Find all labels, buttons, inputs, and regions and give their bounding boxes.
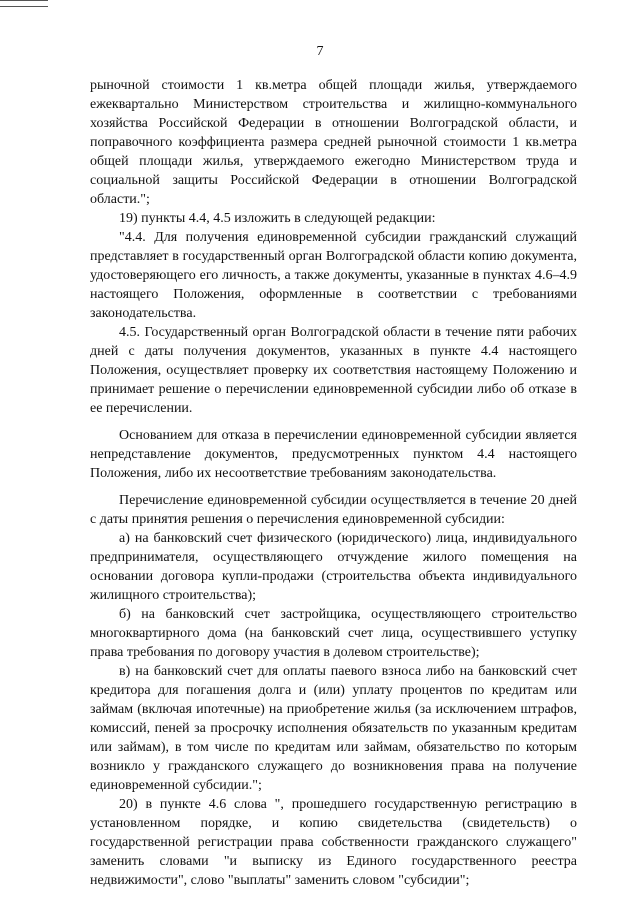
page-number: 7 [316,44,324,59]
document-body [90,76,577,890]
paragraph-continuation: рыночной стоимости 1 кв.метра общей площади жилья, утверждаемого ежеквартально Министерством строительства и жилищно-коммунального хозяйства Российской Федерации в отношении Волгоградской области, и поправочного коэффициента размера средней рыночной стоимости 1 кв.метра общей площади жилья, утверждаемого ежегодно Министерством труда и социальной защиты Российской Федерации в отношении Волгоградской области."; [90,78,577,207]
paragraph-item-20: 20) в пункте 4.6 слова ", прошедшего государственную регистрацию в установленном порядке, и копию свидетельства (свидетельств) о государственной регистрации права собственности гражданского служащего" заменить словами "и выписку из Единого государственного реестра недвижимости", слово "выплаты" заменить словом "субсидии"; [90,797,577,888]
paragraph-subitem-b: б) на банковский счет застройщика, осуществляющего строительство многоквартирного дома (на банковский счет лица, осуществившего уступку права требования по договору участия в долевом строительстве); [90,607,577,660]
scan-corner-mark [0,0,48,7]
paragraph-refusal-grounds: Основанием для отказа в перечислении единовременной субсидии является непредставление документов, предусмотренных пунктом 4.4 настоящего Положения, либо их несоответствие требованиям законодательства. [90,428,577,481]
paragraph-subitem-v: в) на банковский счет для оплаты паевого взноса либо на банковский счет кредитора для погашения долга и (или) уплату процентов по кредитам или займам (включая ипотечные) на приобретение жилья (за исключением штрафов, комиссий, пеней за просрочку исполнения обязательств по указанным кредитам или займам), в том числе по кредитам или займам, обязательство по которым возникло у гражданского служащего до возникновения права на получение единовременной субсидии."; [90,664,577,793]
paragraph-clause-4-4: "4.4. Для получения единовременной субсидии гражданский служащий представляет в государственный орган Волгоградской области копию документа, удостоверяющего его личность, а также документы, указанные в пунктах 4.6–4.9 настоящего Положения, оформленные в соответствии с требованиями законодательства. [90,230,577,321]
paragraph-item-19: 19) пункты 4.4, 4.5 изложить в следующей редакции: [119,211,436,226]
paragraph-clause-4-5: 4.5. Государственный орган Волгоградской области в течение пяти рабочих дней с даты получения документов, указанных в пункте 4.4 настоящего Положения, осуществляет проверку их соответствия настоящему Положению и принимает решение о перечислении единовременной субсидии либо об отказе в ее перечислении. [90,325,577,416]
paragraph-transfer-terms: Перечисление единовременной субсидии осуществляется в течение 20 дней с даты принятия решения о перечисления единовременной субсидии: [90,493,577,527]
paragraph-subitem-a: а) на банковский счет физического (юридического) лица, индивидуального предпринимателя, осуществляющего отчуждение жилого помещения на основании договора купли-продажи (строительства объекта индивидуального жилищного строительства); [90,531,577,603]
